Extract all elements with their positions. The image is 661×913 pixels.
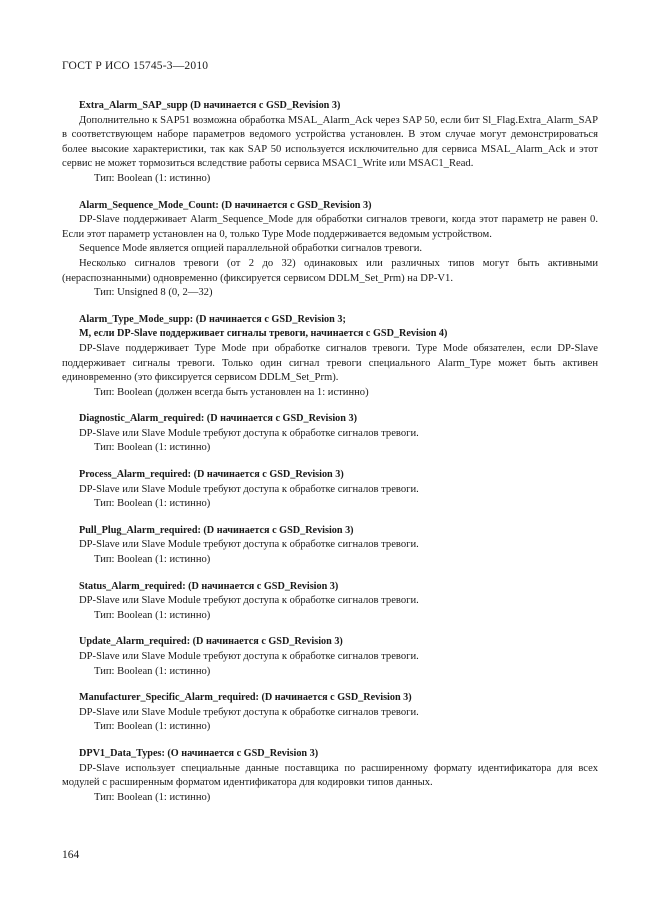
parameter-section xyxy=(62,635,598,679)
parameter-description: DP-Slave или Slave Module требуют доступа к обработке сигналов тревоги. xyxy=(79,595,419,607)
document-body xyxy=(62,99,598,817)
parameter-type: Тип: Boolean (1: истинно) xyxy=(94,554,211,566)
parameter-type: Тип: Boolean (1: истинно) xyxy=(94,172,211,184)
parameter-description: DP-Slave или Slave Module требуют доступа к обработке сигналов тревоги. xyxy=(79,483,419,495)
parameter-heading: DPV1_Data_Types: (O начинается с GSD_Revision 3) xyxy=(79,747,319,759)
parameter-section xyxy=(62,691,598,735)
parameter-heading: M, если DP-Slave поддерживает сигналы тревоги, начинается с GSD_Revision 4) xyxy=(79,328,448,340)
parameter-description: DP-Slave поддерживает Type Mode при обработке сигналов тревоги. Type Mode обязателен, если DP-Slave поддерживает сигналы тревоги. Только один сигнал тревоги специального Alarm_Type может быть активен единовременно (это фиксируется сервисом DDLM_Set_Prm). xyxy=(62,342,598,384)
parameter-type: Тип: Boolean (1: истинно) xyxy=(94,791,211,803)
parameter-description: DP-Slave или Slave Module требуют доступа к обработке сигналов тревоги. xyxy=(79,539,419,551)
parameter-type: Тип: Boolean (1: истинно) xyxy=(94,721,211,733)
parameter-type: Тип: Boolean (1: истинно) xyxy=(94,442,211,454)
parameter-section xyxy=(62,199,598,301)
page-number: 164 xyxy=(62,849,80,861)
parameter-heading: Status_Alarm_required: (D начинается с GSD_Revision 3) xyxy=(79,580,339,592)
parameter-description: Sequence Mode является опцией параллельной обработки сигналов тревоги. xyxy=(79,243,423,255)
parameter-section xyxy=(62,412,598,456)
parameter-heading: Update_Alarm_required: (D начинается с GSD_Revision 3) xyxy=(79,636,343,648)
parameter-heading: Process_Alarm_required: (D начинается с GSD_Revision 3) xyxy=(79,469,344,481)
parameter-description: Несколько сигналов тревоги (от 2 до 32) одинаковых или различных типов могут быть активными (нераспознанными) одновременно (фиксируется сервисом DDLM_Set_Prm) на DP-V1. xyxy=(62,257,598,284)
parameter-description: Дополнительно к SAP51 возможна обработка MSAL_Alarm_Ack через SAP 50, если бит Sl_Flag.Extra_Alarm_SAP в соответствующем наборе параметров ведомого устройства установлен. В этом случае могут демонстрироваться более высокие характеристики, так как SAP 50 используется исключительно для сервиса MSAL_Alarm_Ack и этот сервис не может тормозиться вследствие работы сервиса MSAC1_Write или MSAC1_Read. xyxy=(62,114,598,170)
parameter-type: Тип: Boolean (1: истинно) xyxy=(94,609,211,621)
parameter-section xyxy=(62,524,598,568)
page-header: ГОСТ Р ИСО 15745-3—2010 xyxy=(62,60,209,72)
parameter-section xyxy=(62,747,598,805)
parameter-heading: Extra_Alarm_SAP_supp (D начинается с GSD_Revision 3) xyxy=(79,100,341,111)
parameter-description: DP-Slave или Slave Module требуют доступа к обработке сигналов тревоги. xyxy=(79,427,419,439)
parameter-section xyxy=(62,468,598,512)
parameter-heading: Manufacturer_Specific_Alarm_required: (D начинается с GSD_Revision 3) xyxy=(79,692,412,704)
parameter-description: DP-Slave или Slave Module требуют доступа к обработке сигналов тревоги. xyxy=(79,706,419,718)
parameter-type: Тип: Unsigned 8 (0, 2—32) xyxy=(94,287,213,299)
parameter-section xyxy=(62,580,598,624)
parameter-heading: Alarm_Type_Mode_supp: (D начинается с GSD_Revision 3; xyxy=(79,313,346,325)
parameter-section xyxy=(62,99,598,187)
parameter-description: DP-Slave или Slave Module требуют доступа к обработке сигналов тревоги. xyxy=(79,651,419,662)
parameter-type: Тип: Boolean (1: истинно) xyxy=(94,498,211,510)
parameter-heading: Alarm_Sequence_Mode_Count: (D начинается с GSD_Revision 3) xyxy=(79,199,372,211)
parameter-heading: Diagnostic_Alarm_required: (D начинается с GSD_Revision 3) xyxy=(79,413,357,425)
parameter-description: DP-Slave использует специальные данные поставщика по расширенному формату идентификатора для всех модулей с расширенным форматом идентификатора для кодировки типов данных. xyxy=(62,762,598,789)
parameter-heading: Pull_Plug_Alarm_required: (D начинается с GSD_Revision 3) xyxy=(79,524,354,536)
parameter-section xyxy=(62,313,598,401)
parameter-type: Тип: Boolean (1: истинно) xyxy=(94,665,211,677)
parameter-description: DP-Slave поддерживает Alarm_Sequence_Mode для обработки сигналов тревоги, когда этот параметр не равен 0. Если этот параметр установлен на 0, только Type Mode поддерживается ведомым устройством. xyxy=(62,214,598,240)
parameter-type: Тип: Boolean (должен всегда быть установлен на 1: истинно) xyxy=(94,386,369,398)
